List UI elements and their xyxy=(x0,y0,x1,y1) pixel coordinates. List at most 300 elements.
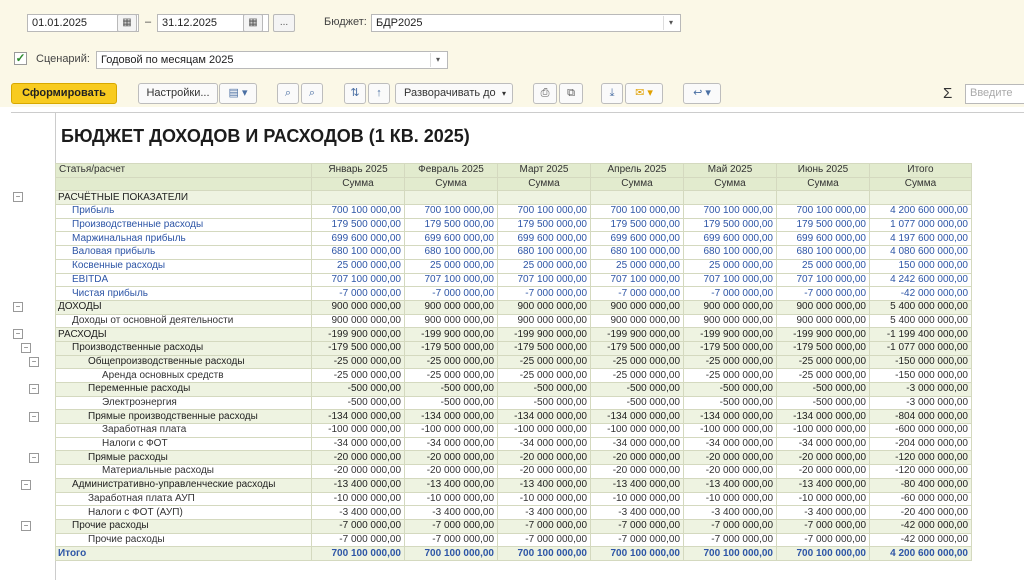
value-cell: -7 000 000,00 xyxy=(405,533,498,547)
row-label: Аренда основных средств xyxy=(56,369,312,383)
value-cell: -10 000 000,00 xyxy=(312,492,405,506)
date-from-value: 01.01.2025 xyxy=(32,17,88,29)
value-cell: -500 000,00 xyxy=(405,396,498,410)
subheader-row xyxy=(56,177,972,191)
row-label: Прибыль xyxy=(56,205,312,219)
expand-to-button[interactable] xyxy=(395,83,513,104)
collapse-group-icon[interactable]: − xyxy=(13,192,23,202)
row-label: ДОХОДЫ xyxy=(56,300,312,314)
row-label: Чистая прибыль xyxy=(56,287,312,301)
value-cell: 699 600 000,00 xyxy=(405,232,498,246)
value-cell: -500 000,00 xyxy=(591,396,684,410)
value-cell: -3 400 000,00 xyxy=(591,506,684,520)
mail-icon: ✉ ▾ xyxy=(635,87,653,99)
value-cell: -42 000 000,00 xyxy=(870,287,972,301)
value-cell: -500 000,00 xyxy=(684,396,777,410)
row-label: Материальные расходы xyxy=(56,465,312,479)
value-cell: -25 000 000,00 xyxy=(498,369,591,383)
value-cell: -179 500 000,00 xyxy=(684,341,777,355)
collapse-group-icon[interactable]: − xyxy=(13,302,23,312)
value-cell: 25 000 000,00 xyxy=(405,259,498,273)
value-cell: -7 000 000,00 xyxy=(312,519,405,533)
search-button[interactable] xyxy=(277,83,299,104)
value-cell: 680 100 000,00 xyxy=(684,246,777,260)
value-cell: -500 000,00 xyxy=(405,383,498,397)
save-button[interactable] xyxy=(601,83,623,104)
value-cell: -20 400 000,00 xyxy=(870,506,972,520)
value-cell: -120 000 000,00 xyxy=(870,451,972,465)
sort-icon: ⇅ xyxy=(350,87,360,99)
value-cell: 900 000 000,00 xyxy=(498,300,591,314)
value-cell: 699 600 000,00 xyxy=(498,232,591,246)
value-cell: 700 100 000,00 xyxy=(591,205,684,219)
settings-button[interactable] xyxy=(138,83,218,104)
row-label: Косвенные расходы xyxy=(56,259,312,273)
column-header-item: Статья/расчет xyxy=(56,164,312,178)
value-cell: 900 000 000,00 xyxy=(684,300,777,314)
value-cell: 699 600 000,00 xyxy=(312,232,405,246)
table-row[interactable] xyxy=(56,519,972,533)
collapse-icon: ↑ xyxy=(376,87,382,99)
collapse-button[interactable] xyxy=(368,83,390,104)
row-label: Производственные расходы xyxy=(56,341,312,355)
date-separator: – xyxy=(145,16,152,28)
value-cell: -34 000 000,00 xyxy=(405,437,498,451)
value-cell: -7 000 000,00 xyxy=(591,287,684,301)
value-cell: -120 000 000,00 xyxy=(870,465,972,479)
value-cell: 707 100 000,00 xyxy=(777,273,870,287)
row-label: Доходы от основной деятельности xyxy=(56,314,312,328)
value-cell: -7 000 000,00 xyxy=(498,287,591,301)
calendar-from-icon[interactable]: ▦ xyxy=(117,14,137,32)
value-cell: -500 000,00 xyxy=(777,383,870,397)
value-cell: 25 000 000,00 xyxy=(684,259,777,273)
subheader-cell: Сумма xyxy=(312,177,405,191)
value-cell xyxy=(312,191,405,205)
value-cell: -179 500 000,00 xyxy=(312,341,405,355)
value-cell: 700 100 000,00 xyxy=(498,547,591,561)
value-cell: 150 000 000,00 xyxy=(870,259,972,273)
value-cell: 179 500 000,00 xyxy=(684,218,777,232)
scenario-label: Сценарий: xyxy=(36,53,90,65)
subheader-cell: Сумма xyxy=(777,177,870,191)
value-cell: 680 100 000,00 xyxy=(498,246,591,260)
value-cell: -20 000 000,00 xyxy=(405,465,498,479)
value-cell: -25 000 000,00 xyxy=(312,369,405,383)
collapse-group-icon[interactable]: − xyxy=(29,412,39,422)
value-cell: -7 000 000,00 xyxy=(684,519,777,533)
report-title: БЮДЖЕТ ДОХОДОВ И РАСХОДОВ (1 КВ. 2025) xyxy=(61,126,470,146)
row-label: Валовая прибыль xyxy=(56,246,312,260)
generate-label: Сформировать xyxy=(22,87,106,99)
value-cell: -3 400 000,00 xyxy=(777,506,870,520)
value-cell: 900 000 000,00 xyxy=(777,314,870,328)
sum-icon[interactable]: Σ xyxy=(943,85,953,102)
row-label: Прямые расходы xyxy=(56,451,312,465)
value-cell: -134 000 000,00 xyxy=(312,410,405,424)
value-cell: -20 000 000,00 xyxy=(405,451,498,465)
preview-icon: ⧉ xyxy=(567,87,575,99)
scenario-select[interactable] xyxy=(96,51,448,69)
download-icon: ⤓ xyxy=(609,87,615,99)
table-row[interactable] xyxy=(56,191,972,205)
preview-button[interactable] xyxy=(559,83,583,104)
period-select-label: ... xyxy=(279,17,289,28)
printer-icon: ⎙ xyxy=(540,87,550,99)
row-label: Переменные расходы xyxy=(56,383,312,397)
value-cell: -25 000 000,00 xyxy=(777,355,870,369)
collapse-group-icon[interactable]: − xyxy=(13,329,23,339)
value-cell: 900 000 000,00 xyxy=(405,314,498,328)
value-cell: 179 500 000,00 xyxy=(405,218,498,232)
value-cell: -13 400 000,00 xyxy=(777,478,870,492)
table-row[interactable] xyxy=(56,273,972,287)
column-header: Июнь 2025 xyxy=(777,164,870,178)
value-cell: -7 000 000,00 xyxy=(405,519,498,533)
value-cell: -25 000 000,00 xyxy=(591,355,684,369)
table-row[interactable] xyxy=(56,410,972,424)
value-cell: -134 000 000,00 xyxy=(498,410,591,424)
collapse-group-icon[interactable]: − xyxy=(21,343,31,353)
search-next-button[interactable] xyxy=(301,83,323,104)
value-cell: -80 400 000,00 xyxy=(870,478,972,492)
table-row[interactable] xyxy=(56,547,972,561)
value-cell: -500 000,00 xyxy=(591,383,684,397)
row-label: Административно-управленческие расходы xyxy=(56,478,312,492)
value-cell: -7 000 000,00 xyxy=(591,533,684,547)
table-row[interactable] xyxy=(56,506,972,520)
table-row[interactable] xyxy=(56,341,972,355)
sum-placeholder: Введите xyxy=(970,87,1013,99)
value-cell xyxy=(498,191,591,205)
value-cell: -804 000 000,00 xyxy=(870,410,972,424)
value-cell: -10 000 000,00 xyxy=(405,492,498,506)
value-cell: 680 100 000,00 xyxy=(591,246,684,260)
value-cell: 700 100 000,00 xyxy=(777,205,870,219)
value-cell: -179 500 000,00 xyxy=(498,341,591,355)
row-label: РАСХОДЫ xyxy=(56,328,312,342)
value-cell: -25 000 000,00 xyxy=(684,355,777,369)
value-cell: -20 000 000,00 xyxy=(312,451,405,465)
value-cell: -100 000 000,00 xyxy=(405,424,498,438)
value-cell: 4 200 600 000,00 xyxy=(870,205,972,219)
value-cell: -7 000 000,00 xyxy=(312,533,405,547)
value-cell: -20 000 000,00 xyxy=(777,465,870,479)
calendar-to-icon[interactable]: ▦ xyxy=(243,14,263,32)
collapse-group-icon[interactable]: − xyxy=(21,521,31,531)
value-cell: -199 900 000,00 xyxy=(684,328,777,342)
collapse-group-icon[interactable]: − xyxy=(29,357,39,367)
report-variant-icon: ▤ ▾ xyxy=(228,87,248,99)
table-row[interactable] xyxy=(56,205,972,219)
subheader-cell: Сумма xyxy=(498,177,591,191)
more-actions-button[interactable] xyxy=(683,83,721,104)
value-cell: -34 000 000,00 xyxy=(312,437,405,451)
value-cell: 179 500 000,00 xyxy=(777,218,870,232)
value-cell: -100 000 000,00 xyxy=(777,424,870,438)
send-menu-button[interactable] xyxy=(625,83,663,104)
value-cell: -20 000 000,00 xyxy=(498,465,591,479)
sort-button[interactable] xyxy=(344,83,366,104)
value-cell: -34 000 000,00 xyxy=(777,437,870,451)
value-cell: 707 100 000,00 xyxy=(498,273,591,287)
budget-label: Бюджет: xyxy=(324,16,367,28)
row-label: Общепроизводственные расходы xyxy=(56,355,312,369)
table-row[interactable] xyxy=(56,300,972,314)
value-cell: 699 600 000,00 xyxy=(777,232,870,246)
value-cell: -34 000 000,00 xyxy=(684,437,777,451)
value-cell: 179 500 000,00 xyxy=(498,218,591,232)
value-cell: -500 000,00 xyxy=(498,396,591,410)
value-cell: -13 400 000,00 xyxy=(312,478,405,492)
value-cell: 900 000 000,00 xyxy=(498,314,591,328)
value-cell: 25 000 000,00 xyxy=(777,259,870,273)
value-cell: -150 000 000,00 xyxy=(870,355,972,369)
subheader-empty xyxy=(56,177,312,191)
value-cell: -10 000 000,00 xyxy=(591,492,684,506)
value-cell: -20 000 000,00 xyxy=(777,451,870,465)
value-cell: -7 000 000,00 xyxy=(405,287,498,301)
value-cell: 4 242 600 000,00 xyxy=(870,273,972,287)
row-label: Налоги с ФОТ xyxy=(56,437,312,451)
value-cell: -150 000 000,00 xyxy=(870,369,972,383)
value-cell: -3 400 000,00 xyxy=(312,506,405,520)
value-cell: -7 000 000,00 xyxy=(684,287,777,301)
value-cell: -134 000 000,00 xyxy=(405,410,498,424)
budget-value: БДР2025 xyxy=(376,17,423,29)
header-row xyxy=(56,164,972,178)
generate-button[interactable] xyxy=(11,83,117,104)
value-cell: -500 000,00 xyxy=(312,383,405,397)
value-cell: -7 000 000,00 xyxy=(591,519,684,533)
table-row[interactable] xyxy=(56,259,972,273)
value-cell: 700 100 000,00 xyxy=(777,547,870,561)
row-label: Маржинальная прибыль xyxy=(56,232,312,246)
value-cell: 700 100 000,00 xyxy=(498,205,591,219)
value-cell: 5 400 000 000,00 xyxy=(870,300,972,314)
value-cell: 680 100 000,00 xyxy=(312,246,405,260)
value-cell: -10 000 000,00 xyxy=(777,492,870,506)
value-cell: -1 199 400 000,00 xyxy=(870,328,972,342)
value-cell: 900 000 000,00 xyxy=(777,300,870,314)
table-row[interactable] xyxy=(56,465,972,479)
value-cell: -100 000 000,00 xyxy=(591,424,684,438)
value-cell: 707 100 000,00 xyxy=(312,273,405,287)
chevron-down-icon: ▾ xyxy=(501,89,506,98)
value-cell: 680 100 000,00 xyxy=(405,246,498,260)
value-cell: 700 100 000,00 xyxy=(591,547,684,561)
chevron-down-icon: ▾ xyxy=(663,16,678,30)
subheader-cell: Сумма xyxy=(591,177,684,191)
value-cell: 700 100 000,00 xyxy=(684,205,777,219)
value-cell: 707 100 000,00 xyxy=(591,273,684,287)
value-cell: -60 000 000,00 xyxy=(870,492,972,506)
value-cell: -100 000 000,00 xyxy=(684,424,777,438)
table-row[interactable] xyxy=(56,396,972,410)
value-cell: -20 000 000,00 xyxy=(312,465,405,479)
value-cell: -3 400 000,00 xyxy=(684,506,777,520)
value-cell: 179 500 000,00 xyxy=(591,218,684,232)
value-cell: 707 100 000,00 xyxy=(684,273,777,287)
value-cell: 900 000 000,00 xyxy=(591,314,684,328)
collapse-group-icon[interactable]: − xyxy=(29,384,39,394)
value-cell: -199 900 000,00 xyxy=(405,328,498,342)
value-cell: -7 000 000,00 xyxy=(777,519,870,533)
table-row[interactable] xyxy=(56,533,972,547)
value-cell: -134 000 000,00 xyxy=(777,410,870,424)
value-cell: -42 000 000,00 xyxy=(870,519,972,533)
value-cell: 900 000 000,00 xyxy=(405,300,498,314)
value-cell: -500 000,00 xyxy=(684,383,777,397)
subheader-cell: Сумма xyxy=(870,177,972,191)
column-header: Февраль 2025 xyxy=(405,164,498,178)
value-cell: -179 500 000,00 xyxy=(777,341,870,355)
table-row[interactable] xyxy=(56,355,972,369)
value-cell: -199 900 000,00 xyxy=(312,328,405,342)
arrow-back-icon: ↩ ▾ xyxy=(693,87,711,99)
value-cell: -10 000 000,00 xyxy=(498,492,591,506)
value-cell: -7 000 000,00 xyxy=(312,287,405,301)
table-row[interactable] xyxy=(56,369,972,383)
value-cell: -3 400 000,00 xyxy=(498,506,591,520)
table-row[interactable] xyxy=(56,328,972,342)
value-cell: 4 200 600 000,00 xyxy=(870,547,972,561)
row-label: Производственные расходы xyxy=(56,218,312,232)
table-row[interactable] xyxy=(56,232,972,246)
subheader-cell: Сумма xyxy=(405,177,498,191)
value-cell: 700 100 000,00 xyxy=(405,205,498,219)
value-cell: 900 000 000,00 xyxy=(312,300,405,314)
column-header: Итого xyxy=(870,164,972,178)
value-cell: -179 500 000,00 xyxy=(405,341,498,355)
value-cell: -42 000 000,00 xyxy=(870,533,972,547)
expand-to-label: Разворачивать до xyxy=(404,87,496,99)
value-cell: 25 000 000,00 xyxy=(312,259,405,273)
value-cell: 900 000 000,00 xyxy=(312,314,405,328)
value-cell: -10 000 000,00 xyxy=(684,492,777,506)
grouping-gutter xyxy=(11,112,56,580)
value-cell: 700 100 000,00 xyxy=(684,547,777,561)
value-cell: -7 000 000,00 xyxy=(777,287,870,301)
value-cell xyxy=(591,191,684,205)
value-cell: -600 000 000,00 xyxy=(870,424,972,438)
row-label: Электроэнергия xyxy=(56,396,312,410)
table-row[interactable] xyxy=(56,287,972,301)
subheader-cell: Сумма xyxy=(684,177,777,191)
row-label: Налоги с ФОТ (АУП) xyxy=(56,506,312,520)
value-cell: -25 000 000,00 xyxy=(312,355,405,369)
value-cell: 25 000 000,00 xyxy=(498,259,591,273)
collapse-group-icon[interactable]: − xyxy=(29,453,39,463)
row-label: Заработная плата АУП xyxy=(56,492,312,506)
value-cell: -25 000 000,00 xyxy=(405,355,498,369)
period-select-button[interactable] xyxy=(273,14,295,32)
column-header: Май 2025 xyxy=(684,164,777,178)
value-cell: -25 000 000,00 xyxy=(591,369,684,383)
value-cell: -1 077 000 000,00 xyxy=(870,341,972,355)
collapse-group-icon[interactable]: − xyxy=(21,480,31,490)
value-cell: -20 000 000,00 xyxy=(591,465,684,479)
row-label: Прочие расходы xyxy=(56,519,312,533)
value-cell: -3 000 000,00 xyxy=(870,396,972,410)
table-row[interactable] xyxy=(56,424,972,438)
value-cell: -7 000 000,00 xyxy=(684,533,777,547)
value-cell: -34 000 000,00 xyxy=(498,437,591,451)
value-cell: 707 100 000,00 xyxy=(405,273,498,287)
value-cell: 179 500 000,00 xyxy=(312,218,405,232)
scenario-checkbox[interactable]: ✓ xyxy=(15,51,26,65)
value-cell: -134 000 000,00 xyxy=(591,410,684,424)
table-row[interactable] xyxy=(56,437,972,451)
value-cell: -13 400 000,00 xyxy=(684,478,777,492)
value-cell: -3 000 000,00 xyxy=(870,383,972,397)
value-cell: -500 000,00 xyxy=(312,396,405,410)
value-cell: -25 000 000,00 xyxy=(405,369,498,383)
row-label: Заработная плата xyxy=(56,424,312,438)
settings-label: Настройки... xyxy=(146,87,210,99)
value-cell: -7 000 000,00 xyxy=(498,519,591,533)
value-cell: -500 000,00 xyxy=(777,396,870,410)
value-cell xyxy=(870,191,972,205)
value-cell: -20 000 000,00 xyxy=(498,451,591,465)
sum-field[interactable] xyxy=(965,84,1024,104)
value-cell: -13 400 000,00 xyxy=(405,478,498,492)
value-cell: -3 400 000,00 xyxy=(405,506,498,520)
value-cell: -100 000 000,00 xyxy=(312,424,405,438)
value-cell: 4 080 600 000,00 xyxy=(870,246,972,260)
row-label: Итого xyxy=(56,547,312,561)
value-cell: -25 000 000,00 xyxy=(684,369,777,383)
date-to-value: 31.12.2025 xyxy=(162,17,218,29)
budget-select[interactable] xyxy=(371,14,681,32)
value-cell: 700 100 000,00 xyxy=(312,547,405,561)
value-cell: -204 000 000,00 xyxy=(870,437,972,451)
value-cell: 900 000 000,00 xyxy=(684,314,777,328)
table-row[interactable] xyxy=(56,246,972,260)
value-cell: -20 000 000,00 xyxy=(684,465,777,479)
table-row[interactable] xyxy=(56,314,972,328)
value-cell: 700 100 000,00 xyxy=(405,547,498,561)
variant-menu-button[interactable] xyxy=(219,83,257,104)
table-row[interactable] xyxy=(56,478,972,492)
row-label: РАСЧЁТНЫЕ ПОКАЗАТЕЛИ xyxy=(56,191,312,205)
table-row[interactable] xyxy=(56,492,972,506)
column-header: Январь 2025 xyxy=(312,164,405,178)
value-cell: 900 000 000,00 xyxy=(591,300,684,314)
value-cell: -500 000,00 xyxy=(498,383,591,397)
column-header: Март 2025 xyxy=(498,164,591,178)
value-cell: 700 100 000,00 xyxy=(312,205,405,219)
table-row[interactable] xyxy=(56,451,972,465)
print-button[interactable] xyxy=(533,83,557,104)
value-cell: -199 900 000,00 xyxy=(777,328,870,342)
value-cell: -179 500 000,00 xyxy=(591,341,684,355)
value-cell: 699 600 000,00 xyxy=(684,232,777,246)
value-cell: 1 077 000 000,00 xyxy=(870,218,972,232)
value-cell: -13 400 000,00 xyxy=(591,478,684,492)
value-cell: 680 100 000,00 xyxy=(777,246,870,260)
value-cell: 699 600 000,00 xyxy=(591,232,684,246)
value-cell: 5 400 000 000,00 xyxy=(870,314,972,328)
table-row[interactable] xyxy=(56,383,972,397)
value-cell: -25 000 000,00 xyxy=(777,369,870,383)
search-icon: ⌕ xyxy=(284,87,292,99)
value-cell: 25 000 000,00 xyxy=(591,259,684,273)
table-row[interactable] xyxy=(56,218,972,232)
value-cell: -199 900 000,00 xyxy=(591,328,684,342)
value-cell xyxy=(777,191,870,205)
value-cell: -25 000 000,00 xyxy=(498,355,591,369)
